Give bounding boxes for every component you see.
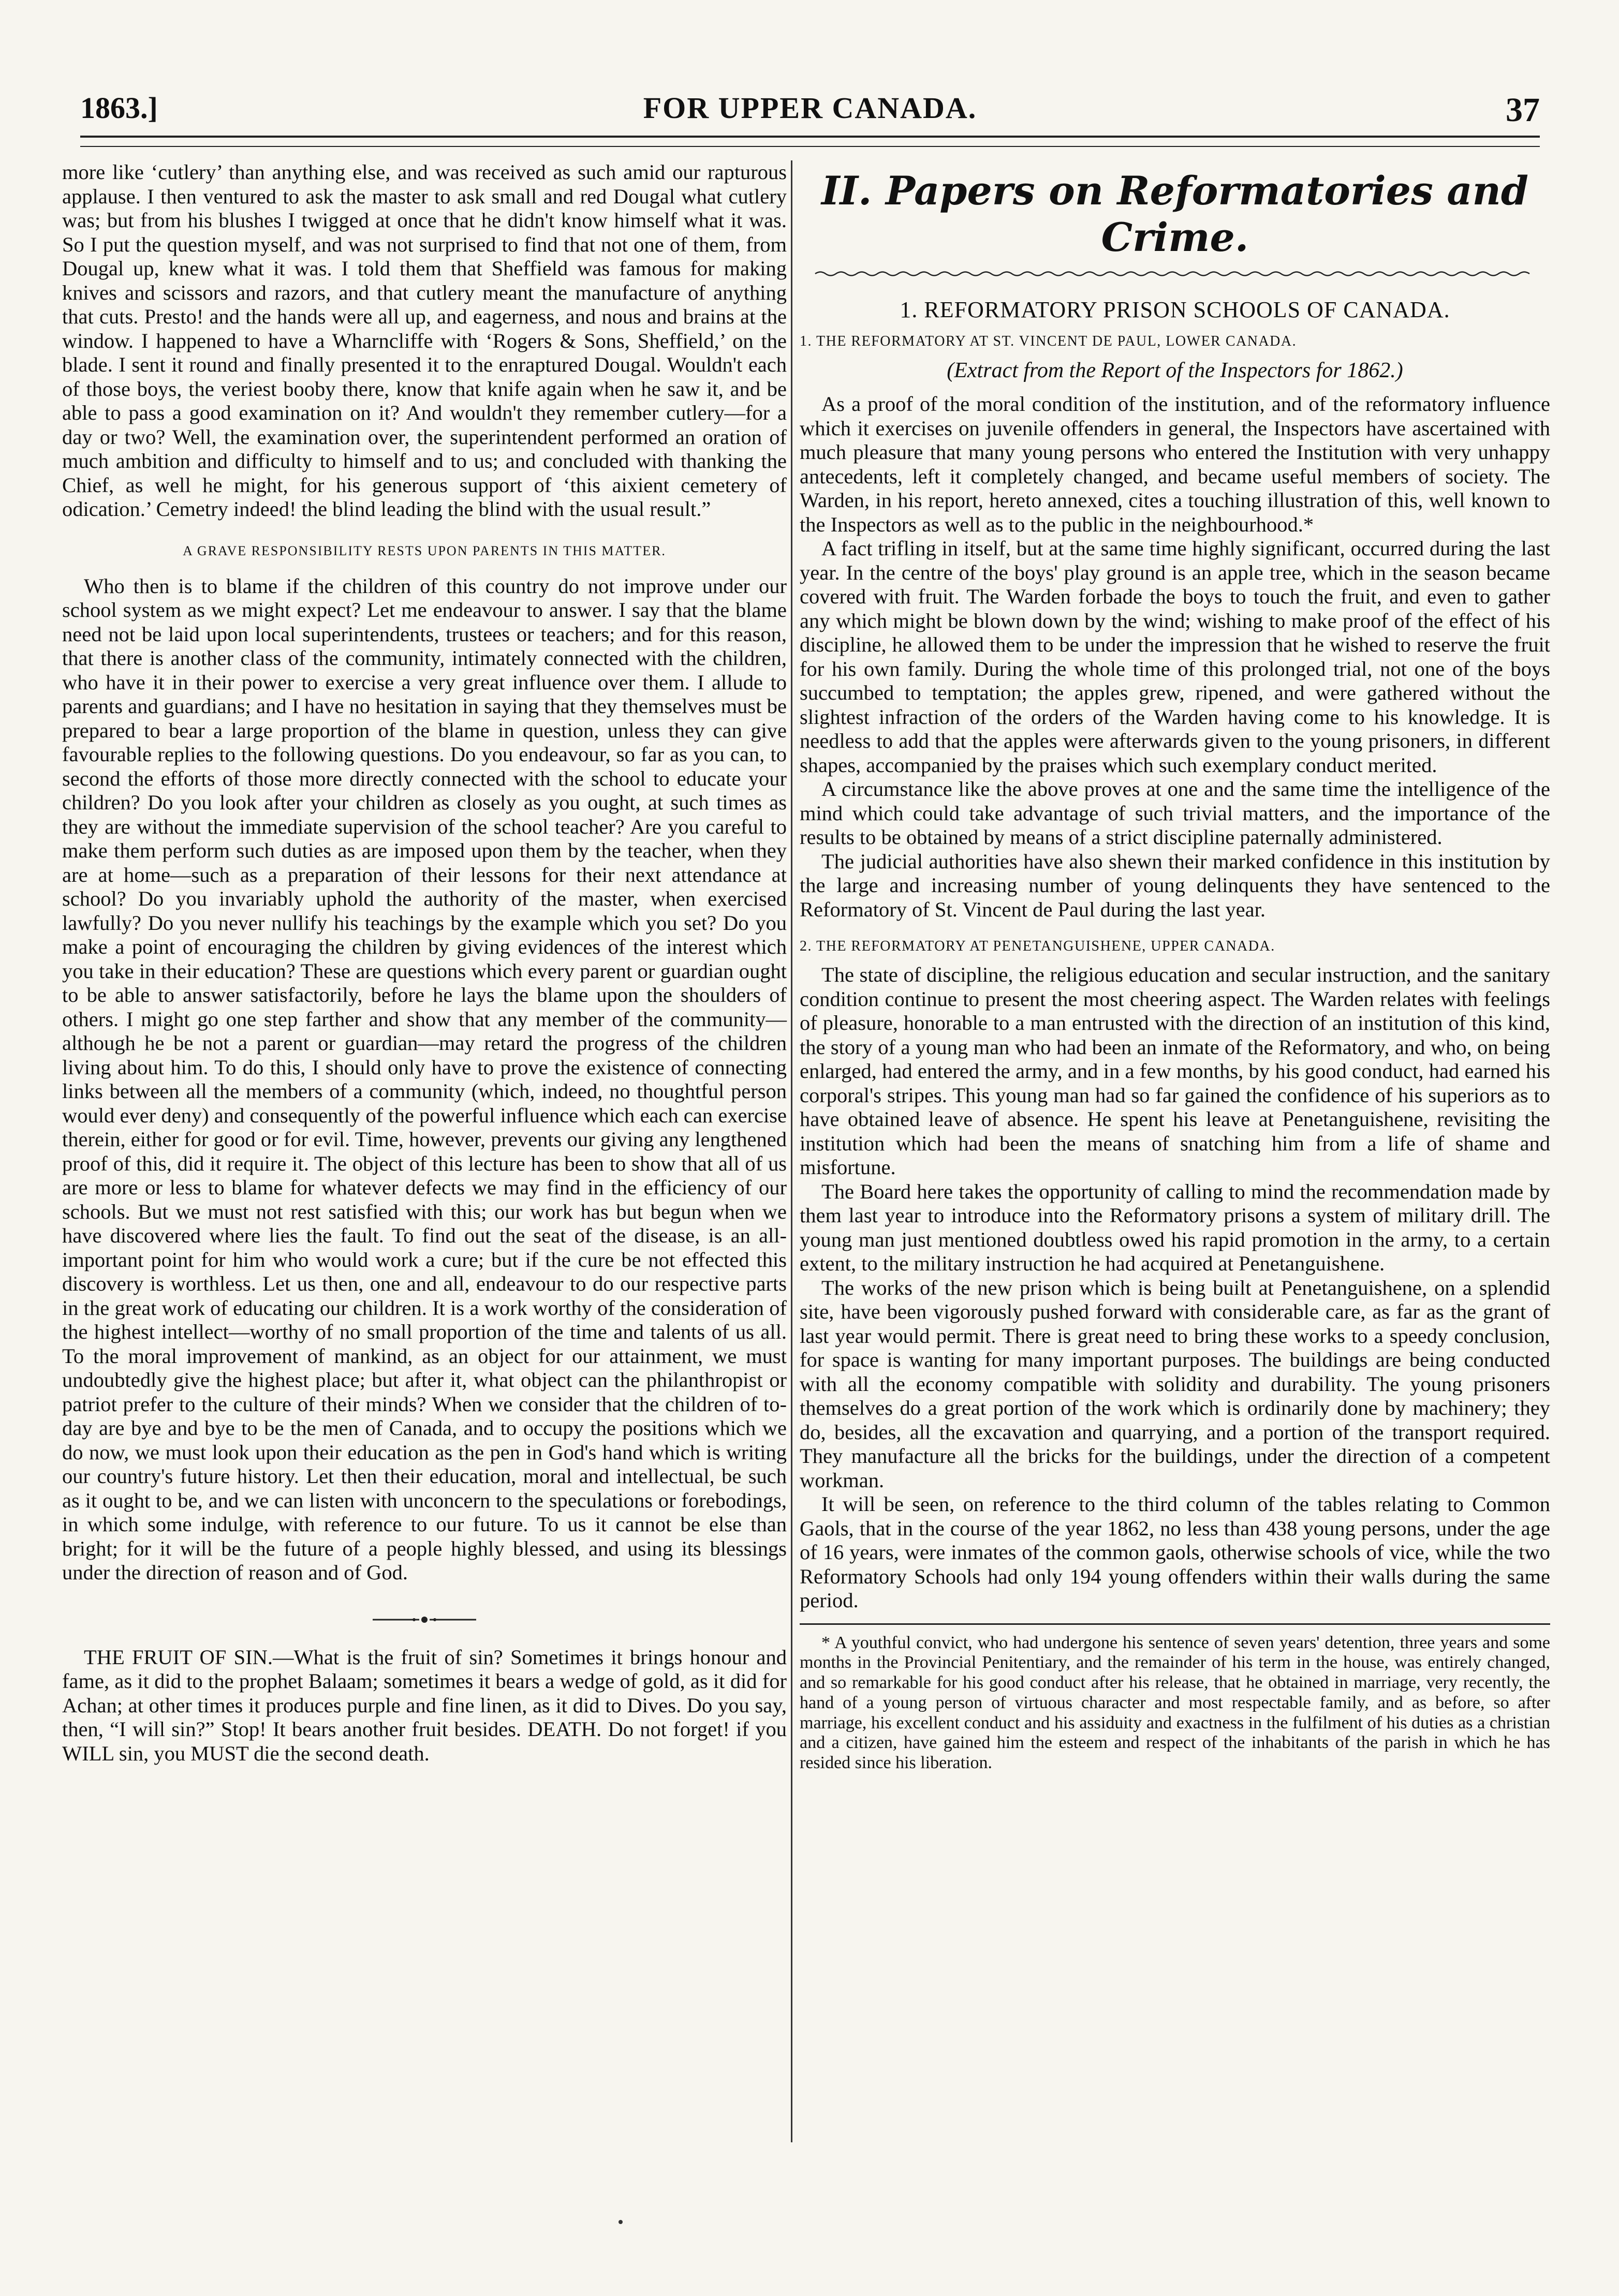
footnote-rule	[800, 1623, 1550, 1625]
subheading-st-vincent: 1. THE REFORMATORY AT ST. VINCENT DE PAUL, LOWER CANADA.	[800, 333, 1297, 349]
ornament-divider	[62, 1606, 787, 1630]
footnote	[800, 1633, 1550, 1774]
running-head	[80, 91, 1540, 132]
paragraph-4: The judicial authorities have also shewn their marked confidence in this institution by the large and increasing number of young delinquents they have sentenced to the Reformatory of St. Vincent de Paul during the last year.	[800, 849, 1550, 921]
section-heading: II. Papers on Reformatories and Crime.	[821, 168, 1529, 260]
wavy-rule	[800, 269, 1550, 278]
running-head-year: 1863.]	[80, 91, 158, 125]
paragraph-5: The state of discipline, the religious education and secular instruction, and the sanitary condition continue to present the most cheering aspect. The Warden relates with feelings of pleasure, honorable to a man entrusted with the direction of an institution of this kind, the story of a young man who had been an inmate of the Reformatory, and who, on being enlarged, had entered the army, and in a few months, by his good conduct, had earned his corporal's stripes. This young man had so far gained the confidence of his superiors as to have obtained leave of absence. He spent his leave at Penetanguishene, revisiting the institution which had been the means of snatching him from a life of shame and misfortune.	[800, 963, 1550, 1179]
right-column	[800, 160, 1550, 1773]
section-title: 1. REFORMATORY PRISON SCHOOLS OF CANADA.	[900, 297, 1450, 322]
paragraph-grave-responsibility: Who then is to blame if the children of this country do not improve under our school system as we might expect? Let me endeavour to answer. I say that the blame need not be laid upon local superintendents, trustees or teachers; and for this reason, that there is another class of the community, intimately connected with the children, who have it in their power to exercise a very great influence over them. I allude to parents and guardians; and I have no hesitation in saying that they themselves must be prepared to bear a large proportion of the blame in question, unless they can give favourable replies to the following questions. Do you endeavour, so far as you can, to second the efforts of those more directly connected with the school to educate your children? Do you look after your children as closely as you ought, at such times as they are without the immediate supervision of the school teacher? Are you careful to make them perform such duties as are imposed upon them by the teacher, when they are at home—such as a preparation of their lessons for their next attendance at school? Do you invariably uphold the authority of the master, when exercised lawfully? Do you never nullify his teachings by the example which you set? Do you make a point of encouraging the children by giving evidences of the interest which you take in their education? These are questions which every parent or guardian ought to be able to answer satisfactorily, before he lays the blame upon the shoulders of others. I might go one step farther and show that any member of the community—although he be not a parent or guardian—may retard the progress of the children living about him. To do this, I should only have to prove the existence of connecting links between all the members of a community (which, indeed, no thoughtful person would ever deny) and consequently of the powerful influence which each can exercise therein, either for good or for evil. Time, however, prevents our giving any lengthened proof of this, did it require it. The object of this lecture has been to show that all of us are more or less to blame for whatever defects we may find in the efficiency of our schools. But we must not rest satisfied with this; our work has but begun when we have discovered where lies the fault. To find out the seat of the disease, is an all-important point for him who would work a cure; but if the cure be not effected this discovery is worthless. Let us then, one and all, endeavour to do our respective parts in the great work of educating our children. It is a work worthy of the consideration of the highest intellect—worthy of no small proportion of the time and talents of us all. To the moral improvement of mankind, as an object for our attainment, we must undoubtedly give the highest place; but after it, what object can the philanthropist or patriot prefer to the culture of their minds? When we consider that the children of to-day are bye and bye to be the men of Canada, and to occupy the positions which we do now, we must look upon their education as the pen in God's hand which is writing our country's future history. Let then their education, moral and intellectual, be such as it ought to be, and we can listen with unconcern to the speculations or forebodings, in which some indulge, with reference to our future. To us it cannot be else than bright; for it will be the future of a people highly blessed, and using its blessings under the direction of reason and of God.	[62, 574, 787, 1584]
subheading-grave-responsibility: A GRAVE RESPONSIBILITY RESTS UPON PARENTS IN THIS MATTER.	[183, 543, 666, 558]
left-column	[62, 160, 787, 1766]
paragraph-2: A fact trifling in itself, but at the same time highly significant, occurred during the last year. In the centre of the boys' play ground is an apple tree, which in the season became covered with fruit. The Warden forbade the boys to touch the fruit, and even to gather any which might be blown down by the wind; wishing to make proof of the effect of his discipline, he allowed them to be under the impression that he wished to reserve the fruit for his own family. During the whole time of this prolonged trial, not one of the boys succumbed to temptation; the apples grew, ripened, and were gathered without the slightest infraction of the orders of the Warden having come to his knowledge. It is needless to add that the apples were afterwards given to the young prisoners, in different shapes, accompanied by the praises which such exemplary conduct merited.	[800, 537, 1550, 777]
print-dot	[619, 2220, 623, 2224]
page-number: 37	[1506, 91, 1540, 129]
paragraph-1: As a proof of the moral condition of the institution, and of the reformatory influence which it exercises on juvenile offenders in general, the Inspectors have ascertained with much pleasure that many young persons who entered the Institution with very unhappy antecedents, left it completely changed, and became useful members of society. The Warden, in his report, hereto annexed, cites a touching illustration of this, well known to the Inspectors as well as to the public in the neighbourhood.*	[800, 392, 1550, 536]
paragraph-3: A circumstance like the above proves at one and the same time the intelligence of the mind which could take advantage of such trivial matters, and the importance of the results to be obtained by means of a strict discipline paternally administered.	[800, 777, 1550, 849]
subheading-penetanguishene: 2. THE REFORMATORY AT PENETANGUISHENE, UPPER CANADA.	[800, 938, 1275, 954]
header-rule	[80, 136, 1540, 147]
column-divider	[791, 160, 792, 2142]
paragraph-intro: more like ‘cutlery’ than anything else, and was received as such amid our rapturous applause. I then ventured to ask the master to ask small and red Dougal what cutlery was; but from his blushes I twigged at once that he didn't know himself what it was. So I put the question myself, and was not surprised to find that not one of them, from Dougal up, knew what it was. I told them that Sheffield was famous for making knives and scissors and razors, and that cutlery meant the manufacture of anything that cuts. Presto! and the hands were all up, and eagerness, and nous and brains at the window. I happened to have a Wharncliffe with ‘Rogers & Sons, Sheffield,’ on the blade. I sent it round and finally presented it to the enraptured Dougal. Wouldn't each of those boys, the veriest booby there, know that knife again when he saw it, and be able to pass a good examination on it? And wouldn't they remember cutlery—for a day or two? Well, the examination over, the superintendent performed an oration of much ambition and difficulty to himself and to us; and concluded with thanking the Chief, as well he might, for his generous support of ‘this aixient cemetery of odication.’ Cemetry indeed! the blind leading the blind with the usual result.”	[62, 160, 787, 521]
paragraph-fruit-of-sin: THE FRUIT OF SIN.—What is the fruit of sin? Sometimes it brings honour and fame, as it did to the prophet Balaam; sometimes it bears a wedge of gold, as it did for Achan; at other times it produces purple and fine linen, as it did to Dives. Do you say, then, “I will sin?” Stop! It bears another fruit besides. DEATH. Do not forget! if you WILL sin, you MUST die the second death.	[62, 1645, 787, 1765]
paragraph-7: The works of the new prison which is being built at Penetanguishene, on a splendid site, have been vigorously pushed forward with considerable care, as far as the grant of last year would permit. There is great need to bring these works to a speedy conclusion, for space is wanting for many important purposes. The buildings are being conducted with all the economy compatible with solidity and durability. The young prisoners themselves do a great portion of the work which is ordinarily done by machinery; they do, besides, all the excavation and quarrying, and a portion of the transport required. They manufacture all the bricks for the buildings, under the direction of a competent workman.	[800, 1276, 1550, 1492]
paragraph-6: The Board here takes the opportunity of calling to mind the recommendation made by them last year to introduce into the Reformatory prisons a system of military drill. The young man just mentioned doubtless owed his rapid promotion in the army, to a certain extent, to the military instruction he had acquired at Penetanguishene.	[800, 1179, 1550, 1275]
footnote-text: * A youthful convict, who had undergone his sentence of seven years' detention, three years and some months in the Provincial Penitentiary, and the remainder of his term in the house, was entirely changed, and so remarkable for his good conduct after his release, that he obtained in marriage, very recently, the hand of a young person of virtuous character and most respectable family, and as before, so after marriage, his excellent conduct and his assiduity and exactness in the fulfilment of his duties as a christian and a citizen, have gained him the esteem and respect of the inhabitants of the parish in which he has resided since his liberation.	[800, 1633, 1550, 1773]
paragraph-8: It will be seen, on reference to the third column of the tables relating to Common Gaols, that in the course of the year 1862, no less than 438 young persons, under the age of 16 years, were inmates of the common gaols, otherwise schools of vice, while the two Reformatory Schools had only 194 young offenders within their walls during the same period.	[800, 1492, 1550, 1612]
extract-note: (Extract from the Report of the Inspectors for 1862.)	[947, 359, 1403, 382]
running-head-title: FOR UPPER CANADA.	[643, 91, 977, 125]
